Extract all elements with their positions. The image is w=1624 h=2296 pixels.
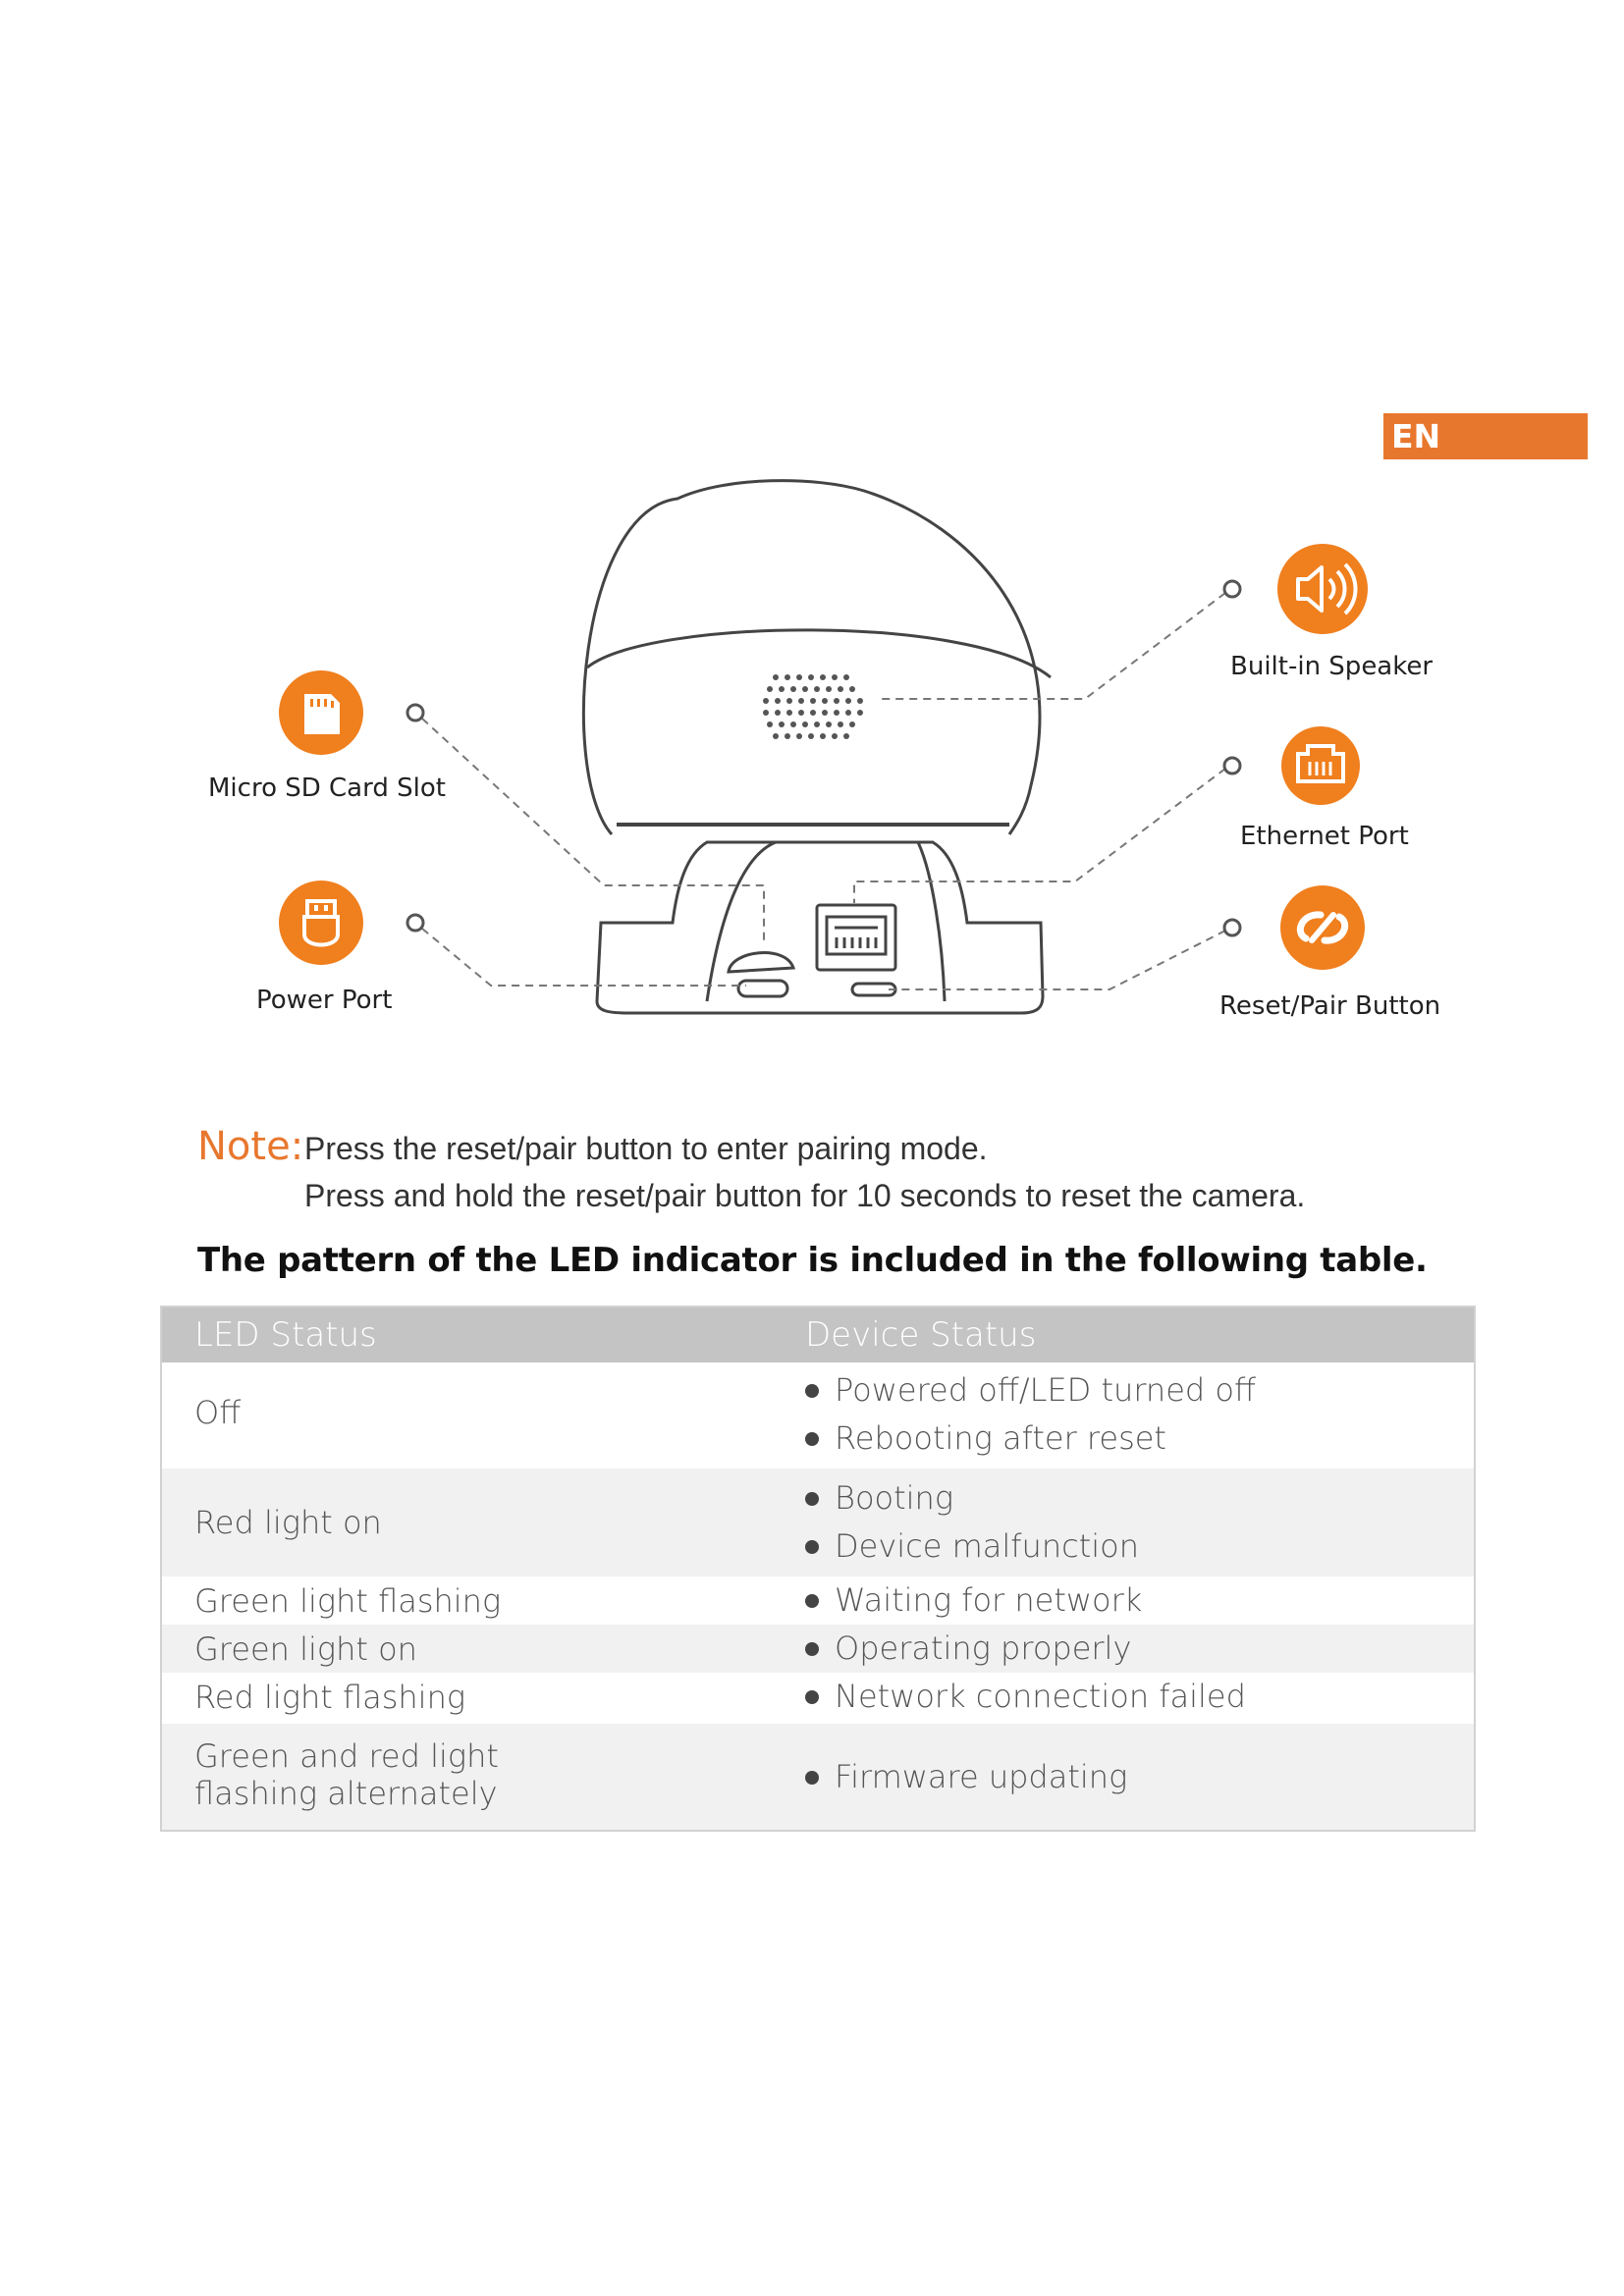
power-plug-icon — [279, 881, 363, 965]
camera-diagram — [0, 432, 1624, 1060]
language-tab: EN — [1383, 413, 1588, 459]
header-led-status: LED Status — [194, 1315, 377, 1355]
device-status-cell — [805, 1625, 1131, 1673]
sd-slot-illustration — [729, 953, 793, 972]
led-status-table — [160, 1306, 1476, 1832]
speaker-label: Built-in Speaker — [1230, 652, 1434, 681]
led-status-cell: Off — [194, 1394, 242, 1431]
table-row — [162, 1576, 1474, 1625]
device-status-item: Waiting for network — [805, 1576, 1142, 1625]
table-row — [162, 1724, 1474, 1830]
header-device-status: Device Status — [805, 1315, 1037, 1355]
device-status-cell — [805, 1673, 1246, 1721]
led-status-cell: Green and red light flashing alternately — [194, 1737, 499, 1812]
power-port-label: Power Port — [256, 986, 393, 1015]
sd-card-icon — [279, 670, 363, 755]
table-heading: The pattern of the LED indicator is included in the following table. — [197, 1241, 1428, 1280]
device-status-cell — [805, 1576, 1142, 1625]
led-status-cell: Green light on — [194, 1630, 417, 1668]
led-status-cell: Red light on — [194, 1504, 382, 1541]
table-row — [162, 1362, 1474, 1468]
power-port-illustration — [738, 981, 787, 996]
leader-lines — [422, 593, 1225, 989]
device-status-item: Device malfunction — [805, 1522, 1139, 1571]
device-status-item: Rebooting after reset — [805, 1415, 1256, 1463]
device-status-item: Network connection failed — [805, 1673, 1246, 1721]
ethernet-icon — [1281, 726, 1360, 805]
speaker-icon — [1277, 544, 1368, 634]
ethernet-port-illustration — [817, 905, 895, 970]
reset-label: Reset/Pair Button — [1219, 991, 1441, 1021]
speaker-grille — [763, 674, 863, 739]
note-label: Note: — [197, 1124, 304, 1169]
table-row — [162, 1673, 1474, 1724]
table-row — [162, 1625, 1474, 1673]
table-header — [162, 1308, 1474, 1362]
device-status-item: Booting — [805, 1474, 1139, 1522]
note-line-1: Press the reset/pair button to enter pairing mode. — [304, 1131, 988, 1166]
micro-sd-label: Micro SD Card Slot — [208, 774, 446, 803]
led-status-cell: Red light flashing — [194, 1679, 466, 1716]
device-status-cell — [805, 1366, 1256, 1463]
leader-endpoints — [407, 581, 1240, 935]
device-status-item: Powered off/LED turned off — [805, 1366, 1256, 1415]
reset-link-icon — [1280, 885, 1365, 970]
ethernet-label: Ethernet Port — [1240, 822, 1409, 851]
table-row — [162, 1468, 1474, 1576]
device-status-cell — [805, 1474, 1139, 1571]
device-status-item: Operating properly — [805, 1625, 1131, 1673]
note-line-2: Press and hold the reset/pair button for 10 seconds to reset the camera. — [304, 1178, 1306, 1213]
device-status-cell — [805, 1753, 1127, 1801]
device-status-item: Firmware updating — [805, 1753, 1127, 1801]
led-status-cell: Green light flashing — [194, 1582, 502, 1620]
